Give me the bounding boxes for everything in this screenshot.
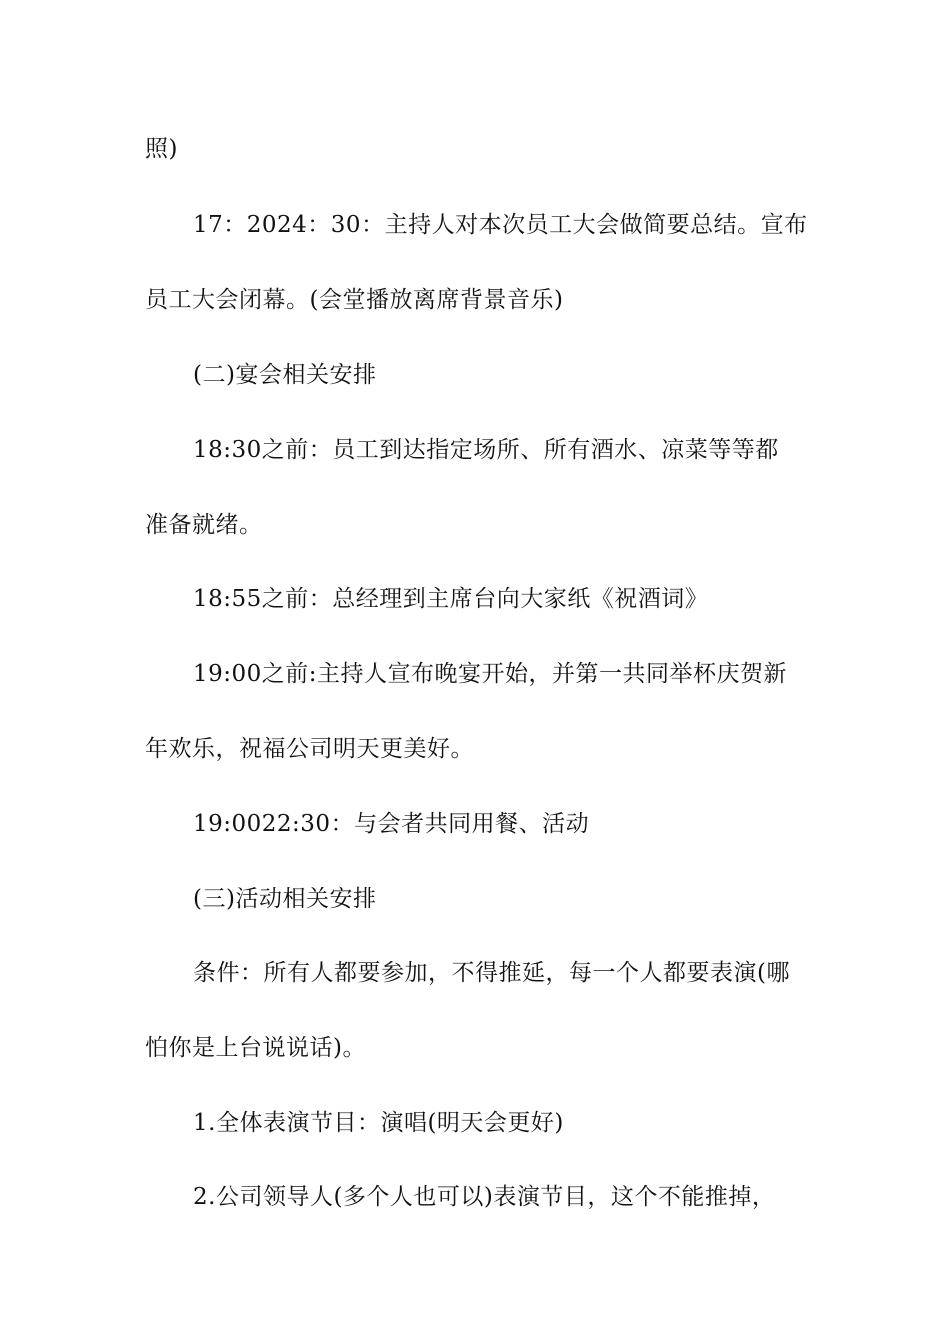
- text-line-5: 18:30之前：员工到达指定场所、所有酒水、凉菜等等都: [193, 437, 779, 463]
- text-line-12: 条件：所有人都要参加，不得推延，每一个人都要表演(哪: [193, 960, 790, 986]
- text-line-3: 员工大会闭幕。(会堂播放离席背景音乐): [145, 287, 564, 313]
- text-line-10: 19:0022:30：与会者共同用餐、活动: [193, 811, 590, 837]
- section-heading-activities: (三)活动相关安排: [193, 886, 377, 912]
- text-line-13: 怕你是上台说说话)。: [145, 1035, 366, 1061]
- list-item-1: 1.全体表演节目：演唱(明天会更好): [193, 1110, 564, 1136]
- text-line-6: 准备就绪。: [145, 512, 263, 538]
- text-line-8: 19:00之前:主持人宣布晚宴开始，并第一共同举杯庆贺新: [193, 661, 788, 687]
- text-line-9: 年欢乐，祝福公司明天更美好。: [145, 736, 474, 762]
- list-item-2: 2.公司领导人(多个人也可以)表演节目，这个不能推掉，: [193, 1184, 776, 1210]
- text-line-1: 照): [145, 136, 178, 162]
- text-line-2: 17：2024：30：主持人对本次员工大会做简要总结。宣布: [193, 212, 808, 238]
- section-heading-banquet: (二)宴会相关安排: [193, 362, 377, 388]
- text-line-7: 18:55之前：总经理到主席台向大家纸《祝酒词》: [193, 586, 709, 612]
